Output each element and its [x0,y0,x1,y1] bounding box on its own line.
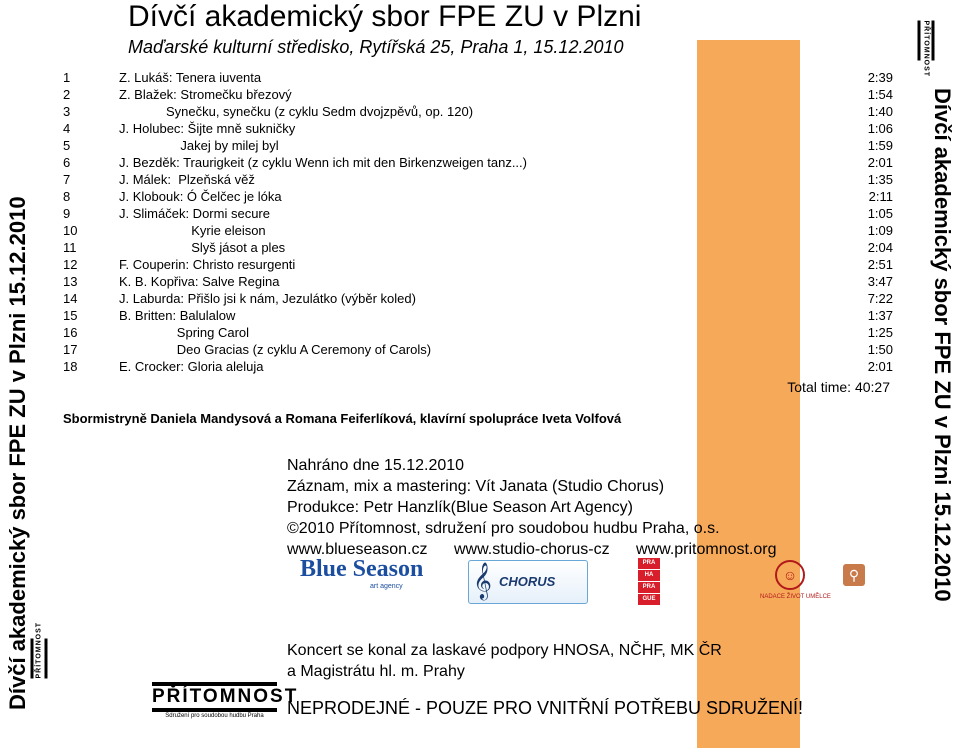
url-blueseason[interactable]: www.blueseason.cz [287,541,428,558]
track-number: 18 [63,359,78,374]
track-row [63,205,893,222]
track-title: J. Klobouk: Ó Čelčec je lóka [119,189,282,204]
track-time: 2:51 [867,257,893,272]
track-row [63,290,893,307]
sponsor-logos [300,556,900,606]
track-row [63,69,893,86]
track-list [63,69,893,375]
track-time: 1:54 [867,87,893,102]
track-title: Z. Blažek: Stromečku březový [119,87,292,102]
track-row [63,188,893,205]
track-title: Kyrie eleison [119,223,266,238]
track-row [63,222,893,239]
track-number: 6 [63,155,71,170]
treble-clef-icon: 𝄞 [473,561,492,599]
page-subtitle: Maďarské kulturní středisko, Rytířská 25, Praha 1, 15.12.2010 [128,37,624,57]
track-row [63,239,893,256]
track-time: 1:05 [867,206,893,221]
track-number: 1 [63,70,71,85]
track-number: 13 [63,274,78,289]
track-number: 15 [63,308,78,323]
track-title: F. Couperin: Christo resurgenti [119,257,296,272]
track-title: Z. Lukáš: Tenera iuventa [119,70,262,85]
track-title: Deo Gracias (z cyklu A Ceremony of Carols) [119,342,432,357]
track-time: 7:22 [867,291,893,306]
credits [287,455,799,560]
track-row [63,103,893,120]
track-row [63,154,893,171]
zivot-umelce-logo: ☺ NADACE ŽIVOT UMĚLCE [760,560,820,606]
track-title: J. Málek: Plzeňská věž [119,172,255,187]
track-time: 2:01 [867,359,893,374]
track-number: 10 [63,223,78,238]
track-time: 2:01 [867,155,893,170]
production-line: Produkce: Petr Hanzlík(Blue Season Art Agency) [287,499,633,516]
track-time: 1:50 [867,342,893,357]
copyright-line: ©2010 Přítomnost, sdružení pro soudobou hudbu Praha, o.s. [287,520,720,537]
track-row [63,86,893,103]
pritomnost-small-logo-left: PŘÍTOMNOST [29,639,50,679]
track-title: Synečku, synečku (z cyklu Sedm dvojzpěvů, op. 120) [119,104,474,119]
track-row [63,358,893,375]
mix-line: Záznam, mix a mastering: Vít Janata (Studio Chorus) [287,478,665,495]
track-title: Jakej by milej byl [119,138,279,153]
track-time: 1:25 [867,325,893,340]
chorus-logo: 𝄞 CHORUS [468,560,588,604]
track-title: J. Bezděk: Traurigkeit (z cyklu Wenn ich mit den Birkenzweigen tanz...) [119,155,527,170]
track-number: 3 [63,104,71,119]
track-title: Spring Carol [119,325,250,340]
track-title: B. Britten: Balulalow [119,308,236,323]
track-time: 2:39 [867,70,893,85]
pritomnost-small-logo-right: PŘÍTOMNOST [916,21,937,61]
track-title: K. B. Kopřiva: Salve Regina [119,274,280,289]
track-number: 11 [63,240,77,255]
track-time: 1:06 [867,121,893,136]
track-time: 1:35 [867,172,893,187]
track-title: J. Slimáček: Dormi secure [119,206,270,221]
track-time: 1:37 [867,308,893,323]
track-row [63,324,893,341]
track-time: 1:40 [867,104,893,119]
track-number: 2 [63,87,71,102]
track-row [63,307,893,324]
spine-left-text: Dívčí akademický sbor FPE ZU v Plzni 15.12.2010 [5,196,30,710]
track-title: Slyš jásot a ples [119,240,286,255]
track-time: 2:11 [868,189,893,204]
track-time: 1:59 [867,138,893,153]
track-row [63,273,893,290]
track-number: 8 [63,189,71,204]
track-row [63,341,893,358]
track-number: 14 [63,291,78,306]
bicycle-icon: ⚲ [843,564,865,586]
footer-notice: NEPRODEJNÉ - POUZE PRO VNITŘNÍ POTŘEBU SDRUŽENÍ! [287,698,804,718]
pritomnost-logo: PŘÍTOMNOST Sdružení pro soudobou hudbu Praha [152,682,277,719]
track-number: 12 [63,257,78,272]
support-text: Koncert se konal za laskavé podpory HNOSA, NČHF, MK ČR a Magistrátu hl. m. Prahy [287,642,722,680]
track-time: 3:47 [867,274,893,289]
track-title: E. Crocker: Gloria aleluja [119,359,264,374]
recorded-line: Nahráno dne 15.12.2010 [287,457,465,474]
track-number: 17 [63,342,78,357]
track-number: 7 [63,172,71,187]
url-studio-chorus[interactable]: www.studio-chorus-cz [453,541,610,558]
face-icon: ☺ [775,560,805,590]
url-pritomnost[interactable]: www.pritomnost.org [636,541,777,558]
page-title: Dívčí akademický sbor FPE ZU v Plzni [128,0,642,33]
track-number: 9 [63,206,71,221]
track-number: 16 [63,325,78,340]
spine-right-text: Dívčí akademický sbor FPE ZU v Plzni 15.12.2010 [930,88,955,602]
track-row [63,120,893,137]
conductors-line: Sbormistryně Daniela Mandysová a Romana Feiferlíková, klavírní spolupráce Iveta Volfová [63,411,622,426]
blue-season-logo: Blue Season art agency [300,556,424,590]
track-row [63,256,893,273]
track-row [63,137,893,154]
praha-logo: PRA HA PRA GUE [638,558,660,604]
track-time: 1:09 [867,223,893,238]
track-title: J. Laburda: Přišlo jsi k nám, Jezulátko (výběr koled) [119,291,416,306]
track-number: 5 [63,138,71,153]
total-time: Total time: 40:27 [787,379,890,395]
track-time: 2:04 [867,240,893,255]
track-row [63,171,893,188]
track-number: 4 [63,121,71,136]
track-title: J. Holubec: Šijte mně sukničky [119,121,296,136]
